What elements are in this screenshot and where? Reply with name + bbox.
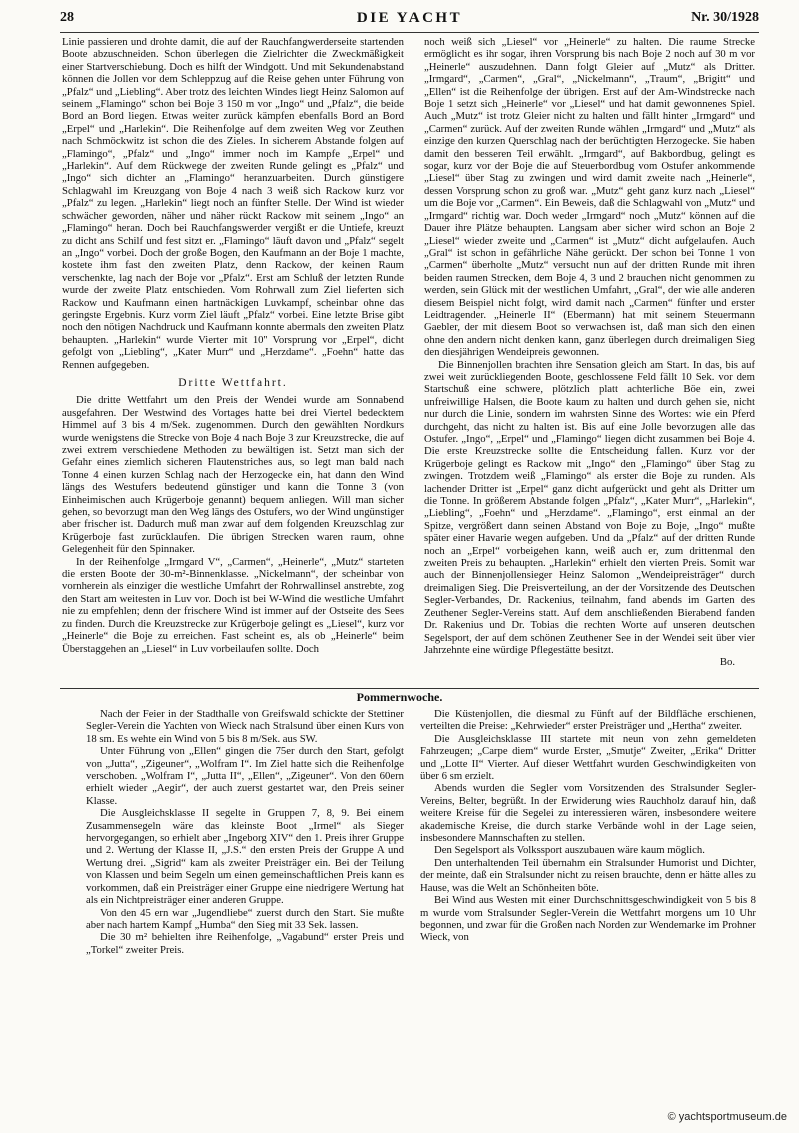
paragraph: In der Reihenfolge „Irmgard V“, „Carmen“, „Heinerle“, „Mutz“ starteten die ersten Boote der 30-m²-Binnenklasse. „Nickelmann“, der scheinbar von vornherein als einziger die westliche Umfahrt der Rohrwallinsel anstrebte, zog den Start am weitesten in Luv vor. Doch ist bei W-Wind die westliche Umfahrt nie zu empfehlen; denn der frischere Wind ist immer auf der Ostseite des Sees zu finden. Durch die Kreuzstrecke zur Krügerboje gelingt es „Liesel“, kurz vor „Heinerle“ die Boje zu erreichen. Fast scheint es, als ob „Heinerle“ beim Überstaggehen an „Liesel“ in Luv vorbeilaufen sollte. Doch — [62, 555, 404, 655]
page-header — [60, 8, 759, 32]
paragraph: Die Küstenjollen, die diesmal zu Fünft auf der Bildfläche erschienen, verteilten die Preise: „Kehrwieder“ erster Preisträger und „Hertha“ zweiter. — [420, 708, 756, 733]
paragraph: Abends wurden die Segler vom Vorsitzenden des Stralsunder Segler-Vereins, Belter, begrüßt. In der Erwiderung wies Rauchholz darauf hin, daß weitere Kreise für die Segelei zu interessieren wären, insbesondere weitere akademische Kreise, die durch starke Verbände wohl in der Lage seien, insbesondere Mannschaften zu stellen. — [420, 782, 756, 845]
paragraph: Die Ausgleichsklasse III startete mit neun von zehn gemeldeten Fahrzeugen; „Carpe diem“ wurde Erster, „Smutje“ Zweiter, „Erika“ Dritter und „Lotte II“ Vierter. Auf dieser Wettfahrt wurden Geschwindigkeiten von über 6 sm erzielt. — [420, 732, 756, 783]
section-rule — [60, 688, 759, 689]
copyright-watermark: © yachtsportmuseum.de — [667, 1111, 787, 1123]
magazine-title: DIE YACHT — [356, 10, 463, 26]
header-rule — [60, 32, 759, 33]
paragraph: Nach der Feier in der Stadthalle von Greifswald schickte der Stettiner Segler-Verein die Yachten von Wieck nach Stralsund über einen Kurs von 18 sm. Es wehte ein Wind von 5 bis 8 m/Sek. aus SW. — [86, 708, 404, 745]
column-3 — [86, 708, 404, 1106]
paragraph: Linie passieren und drohte damit, die auf der Rauchfangwerderseite startenden Boote abzuschneiden. Schon überlegen die Zielrichter die Zweckmäßigkeit einer Startverschiebung. Doch es hilft der Windgott. Und mit Sekundenabstand können die Jollen vor dem Schleppzug auf die Reise gehen unter Führung von „Pfalz“ und „Liebling“. Aber trotz des leichten Windes liegt Heinz Salomon auf seinem „Flamingo“ schon bei Boje 3 150 m vor „Ingo“ und „Pfalz“, die beide Bord an Bord liegen. Etwas weiter zurück kämpfen ebenfalls Bord an Bord „Erpel“ und „Harlekin“. Die Reihenfolge auf dem zweiten Weg vor Zeuthen nach Schmöckwitz ist schon die des Zieles. In sicherem Abstande folgen auf „Flamingo“, „Pfalz“ und „Ingo“ immer noch im Kampfe „Erpel“ und „Harlekin“. Auf dem Rückwege der zweiten Runde gelingt es „Pfalz“ und „Ingo“ sich dichter an „Flamingo“ heranzuarbeiten. Durch günstigere Schlagwahl im Kreuzgang von Boje 4 nach 3 weiß sich Rackow kurz vor „Pfalz“ zu legen. „Harlekin“ liegt noch an fünfter Stelle. Der Wind ist wieder schwächer geworden, näher und näher rückt Rackow mit seinem „Ingo“ an „Flamingo“ heran. Doch bei Rauchfangswerder vergißt er die Untiefe, kreuzt zu dicht ans Schilf und fest sitzt er. „Flamingo“ läuft davon und „Pfalz“ segelt an „Ingo“ vorbei. Doch der große Bogen, den Kaufmann an der Boje 1 machte, kostete ihm fast den zweiten Platz, denn Rackow, der keinen Raum verschenkte, lag nach der Boje vor „Pfalz“. Erst am Schluß der letzten Runde wurde der zweite Platz entschieden. Vom Rohrwall zum Ziel lieferten sich Rackow und Kaufmann einen hartnäckigen Luvkampf, scheinbar ohne das geringste Ergebnis. Kurz vorm Ziel läuft „Pfalz“ vorbei. Eine letzte Brise gibt noch den nötigen Nachdruck und Kaufmann konnte abermals den zweiten Platz behaupten. „Harlekin“ wurde Vierter mit 10'' Vorsprung vor „Erpel“, dicht gefolgt von „Liebling“, „Kater Murr“ und „Herzdame“. „Foehn“ hatte das Rennen aufgegeben. — [62, 36, 404, 371]
paragraph: Die Ausgleichsklasse II segelte in Gruppen 7, 8, 9. Bei einem Zusammensegeln wäre das kleinste Boot „Irmel“ als Sieger hervorgegangen, so erhielt aber „Ingeborg XIV“ den 1. Preis ihrer Gruppe und 2. Wertung der Klasse II, „J.S.“ den ersten Preis der Gruppe A und Wertung drei. „Sigrid“ kam als zweiter Preisträger ein. Bei der Teilung von Klassen und beim Segeln um einen gemeinschaftlichen Preis kann es vorkommen, daß ein Preisträger einer Gruppe eine niedrigere Wertung hat als ein Nichtpreisträger einer anderen Gruppe. — [86, 807, 404, 907]
section-heading-dritte-wettfahrt: Dritte Wettfahrt. — [178, 376, 288, 389]
column-1 — [62, 36, 404, 688]
column-4 — [420, 708, 756, 1106]
paragraph: Die dritte Wettfahrt um den Preis der Wendei wurde am Sonnabend ausgefahren. Der Westwind des Vortages hatte bei drei Viertel bedecktem Himmel auf 3 bis 4 m/Sek. zugenommen. Durch den gewählten Nordkurs wurde wenigstens die Strecke von Boje 4 nach Boje 3 zur Kreuzstrecke, die auf zwei extrem verschiedene Methoden zu bewältigen ist. Setzt man sich der Gefahr eines ziemlich sicheren Flautenstriches aus, so legt man bald nach Tonne 4 einen kurzen Schlag nach der Herzogecke ein, hat dann den Wind längs des Westufers bedeutend günstiger und kann die Tonne 3 (von Einheimischen auch Krügerboje genannt) bequem anliegen. Will man sicher gehen, so bevorzugt man den Weg längs des Ostufers, wo der Wind ungünstiger aber frischer ist. Dadurch muß man zwar auf dem folgenden Kreuzschlag zur Krügerboje fast zurücklaufen. Die übrigen Strecken waren raum, ohne Gelegenheit für den Spinnaker. — [62, 394, 404, 556]
paragraph: Von den 45 ern war „Jugendliebe“ zuerst durch den Start. Sie mußte aber nach hartem Kampf „Humba“ den Sieg mit 33 Sek. lassen. — [86, 906, 404, 931]
column-2 — [424, 36, 755, 688]
issue-number: Nr. 30/1928 — [691, 10, 759, 25]
paragraph: Den Segelsport als Volkssport auszubauen wäre kaum möglich. — [434, 844, 705, 857]
paragraph: Die 30 m² behielten ihre Reihenfolge, „Vagabund“ erster Preis und „Torkel“ zweiter Preis. — [86, 931, 404, 956]
paragraph: Bei Wind aus Westen mit einer Durchschnittsgeschwindigkeit von 5 bis 8 m wurde vom Stralsunder Segler-Verein die Wettfahrt morgens um 10 Uhr begonnen, und zwar für die Großen nach Norden zur Wendemarke im Prohner Wieck, von — [420, 894, 756, 944]
author-signature: Bo. — [719, 656, 735, 669]
paragraph: Den unterhaltenden Teil übernahm ein Stralsunder Humorist und Dichter, der meinte, daß ein Stralsunder nicht zu reisen brauchte, denn er hätte alles zu Hause, was die Welt an Schönheiten böte. — [420, 856, 756, 894]
page-number: 28 — [60, 10, 74, 25]
section-title: Pommernwoche. — [356, 690, 443, 704]
paragraph: noch weiß sich „Liesel“ vor „Heinerle“ zu halten. Die raume Strecke ermöglicht es ihr sogar, ihren Vorsprung bis nach Boje 2 noch auf 30 m vor „Heinerle“ auszudehnen. Dann folgt Gleier auf „Mutz“ als Dritter. „Irmgard“, „Carmen“, „Gral“, „Nickelmann“, „Traum“, „Brigitt“ und „Ellen“ ist die Reihenfolge der übrigen. Erst auf der Am-Windstrecke nach Boje 1 setzt sich „Heinerle“ vor „Liesel“ und hat damit gewonnenes Spiel. Auch „Mutz“ ist trotz Gleier nicht zu halten und fällt hinter „Irmgard“ und „Carmen“ zurück. Auf der zweiten Runde wählen „Irmgard“ und „Mutz“ als einzige den kurzen Querschlag nach der berüchtigten Herzogecke. Sie haben damit den besseren Teil erwählt. „Irmgard“, auf Bakbordbug, gelingt es sogar, kurz vor der Boje die auf Steuerbordbug vom Ostufer ankommende „Liesel“ über Stag zu zwingen und wird damit zweite nach „Heinerle“, dessen Vorsprung schon zu groß war. „Mutz“ geht ganz kurz nach „Liesel“ um die Boje vor „Carmen“. Ein Beweis, daß die Schlagwahl von „Mutz“ und „Irmgard“ richtig war. Doch weder „Irmgard“ noch „Mutz“ können auf die Dauer ihre Plätze behaupten. Langsam aber sicher wird schon an Boje 2 „Liesel“ wieder zweite und „Carmen“ ist „Mutz“ dicht aufgelaufen. Auch „Gral“ ist schon in gefährliche Nähe gerückt. Der schon bei Tonne 1 von „Carmen“ überholte „Mutz“ versucht nun auf der dritten Runde mit ihren beiden raumen Strecken, dem Boje 4, 3 und 2 brauchen nicht genommen zu werden, sein Glück mit der westlichen Umfahrt, „Gral“, der wie alle anderen diesem Beispiel nicht folgt, wird damit nach „Carmen“ fünfter und erster Leidtragender. „Heinerle II“ (Ebermann) hat mit seinem Steuermann Gaebler, der mit diesem Boot so verwachsen ist, daß man sich den einen ohne den andern nicht denken kann, ganz überlegen durch dreimaligen Sieg den diesjährigen Wendeipreis gewonnen. — [424, 36, 755, 359]
paragraph: Unter Führung von „Ellen“ gingen die 75er durch den Start, gefolgt von „Jutta“, „Zigeuner“, „Wolfram I“. Im Ziel hatte sich die Reihenfolge verschoben. „Wolfram I“, „Jutta II“, „Ellen“, „Zigeuner“. Von den 60ern erhielt wieder „Aegir“, der auch zuerst gestartet war, den Preis seiner Klasse. — [86, 745, 404, 807]
paragraph: Die Binnenjollen brachten ihre Sensation gleich am Start. In das, bis auf zwei weit zurückliegenden Boote, geschlossene Feld fällt 10 Sek. vor dem Startschuß eine schwere, plötzlich platt achterliche Böe ein, zwei unfreiwillige Halsen, die Boote kaum zu halten und durch gehen sie, nicht nur durch die Linie, sondern im wahrsten Sinne des Wortes: wie ein Pferd durchgeht, das nicht zu halten ist. Bis auf eine Jolle bevorzugen alle das Ostufer. „Ingo“, „Erpel“ und „Flamingo“ liegen dicht zusammen bei Boje 4. Die erste Kreuzstrecke sollte die Entscheidung fallen. Kurz vor der Krügerboje gelingt es Rackow mit „Ingo“ den „Flamingo“ über Stag zu zwingen. Trotzdem weiß „Flamingo“ als erster die Boje zu runden. Als lachender Dritter ist „Erpel“ ganz dicht aufgerückt und geht als Dritter um die Tonne. In größerem Abstande folgen „Pfalz“, „Kater Murr“, „Harlekin“, „Liebling“, „Foehn“ und „Herzdame“. „Flamingo“, erst einmal an der Spitze, vergrößert dann seinen Abstand von Boje zu Boje, „Ingo“ mußte später einer Havarie wegen aufgeben. Und da „Pfalz“ auf der dritten Runde noch an „Erpel“ vorbeigehen kann, weiß auch er, zum drittenmal den zweiten Preis zu behaupten. „Harlekin“ erhielt den vierten Preis. Somit war auch der Binnenjollensieger Heinz Salomon „Wendeipreisträger“ durch dreimaligen Sieg. Die Preisverteilung, an der der Vorsitzende des Deutschen Segler-Verbandes, Dr. Rackenius, teilnahm, fand abends im Garten des Zeuthener Segler-Vereins statt. Auf dem anschließenden Bierabend fanden Dr. Rakenius und Dr. Tobias die rechten Worte auf unseren deutschen Segelsport, der auf dem schönen Zeuthener See in der Wendei seit über vier Jahrzehnte eine würdige Pflegestätte besitzt. — [424, 358, 755, 656]
